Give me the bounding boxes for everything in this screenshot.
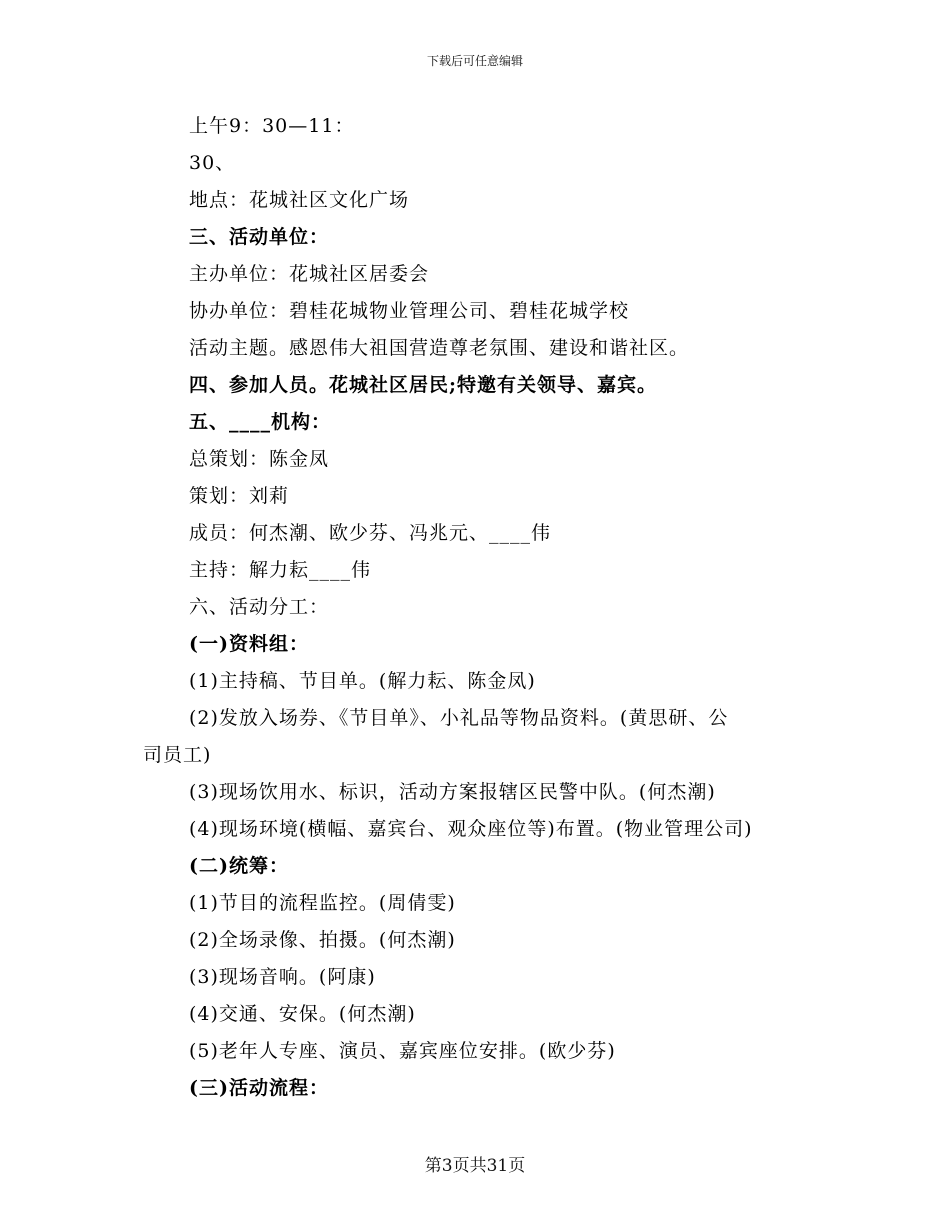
text-line: 活动主题。感恩伟大祖国营造尊老氛围、建设和谐社区。 (189, 337, 690, 359)
text-line: 三、活动单位： (189, 226, 330, 248)
text-line: (一)资料组： (189, 633, 309, 655)
text-line: 主办单位：花城社区居委会 (189, 263, 430, 285)
text-line: 五、____机构： (189, 411, 332, 433)
text-line: (2)全场录像、拍摄。(何杰潮) (189, 929, 456, 951)
text-line: 成员：何杰潮、欧少芬、冯兆元、____伟 (189, 522, 552, 544)
text-line: 策划：刘莉 (189, 485, 290, 507)
text-line: (二)统筹： (189, 855, 289, 877)
text-line: 六、活动分工： (189, 596, 330, 618)
text-line: (1)节目的流程监控。(周倩雯) (189, 892, 456, 914)
text-line: 上午9：30—11： (189, 115, 355, 137)
page-footer: 第3页共31页 (424, 1156, 526, 1176)
text-line: 地点：花城社区文化广场 (189, 189, 410, 211)
text-line: 协办单位：碧桂花城物业管理公司、碧桂花城学校 (189, 300, 630, 322)
text-line: 司员工) (143, 744, 212, 766)
text-line: (3)现场饮用水、标识，活动方案报辖区民警中队。(何杰潮) (189, 781, 716, 803)
text-line: (1)主持稿、节目单。(解力耘、陈金凤) (189, 670, 536, 692)
text-line: (4)交通、安保。(何杰潮) (189, 1003, 416, 1025)
page-header: 下载后可任意编辑 (426, 54, 523, 68)
text-line: 总策划：陈金凤 (189, 448, 330, 470)
text-line: 主持：解力耘____伟 (189, 559, 372, 581)
text-line: 四、参加人员。花城社区居民;特邀有关领导、嘉宾。 (189, 374, 658, 396)
text-line: (2)发放入场券、《节目单》、小礼品等物品资料。(黄思研、公 (189, 707, 729, 729)
text-line: 30、 (189, 152, 236, 174)
text-line: (4)现场环境(横幅、嘉宾台、观众座位等)布置。(物业管理公司) (189, 818, 753, 840)
document-body (0, 108, 950, 1107)
text-line: (5)老年人专座、演员、嘉宾座位安排。(欧少芬) (189, 1040, 616, 1062)
text-line: (三)活动流程： (189, 1077, 329, 1099)
text-line: (3)现场音响。(阿康) (189, 966, 376, 988)
